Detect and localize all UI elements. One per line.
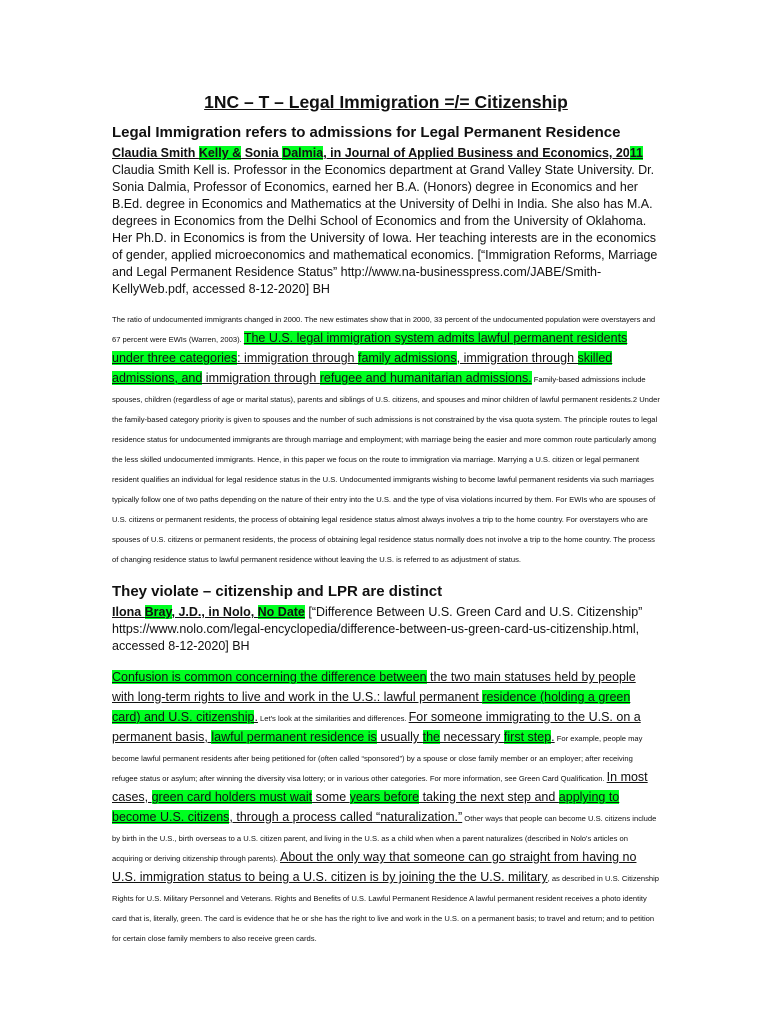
page-title: 1NC – T – Legal Immigration =/= Citizenship — [204, 92, 568, 112]
evidence-underline: . — [254, 710, 258, 724]
evidence-highlight: first step — [503, 730, 552, 744]
cite-1-highlight-year: 11 — [629, 146, 643, 160]
evidence-underline: necessary — [439, 730, 504, 744]
card-1-cite — [112, 145, 660, 162]
cite-1-text: Sonia — [241, 146, 283, 160]
card-1-evidence — [112, 308, 660, 568]
cite-1-source: , in Journal of Applied Business and Economics, 20 — [323, 146, 630, 160]
evidence-highlight: skilled admissions, and — [112, 351, 613, 385]
evidence-highlight: refugee and humanitarian admissions. — [319, 371, 532, 385]
evidence-small: Other ways that people can become U.S. citizens include by birth in the U.S., birth overseas to a U.S. citizen parent, and living in the U.S. as a child when when a parent naturalizes (described in Nolo's articles on acquiring or deriving citizenship through parents). — [112, 814, 657, 863]
evidence-highlight: lawful permanent residence is — [211, 730, 377, 744]
evidence-underline: About the only way that someone can go straight from having no U.S. immigration status to being a U.S. citizen is by joining the the U.S. military — [112, 850, 637, 884]
evidence-underline: some — [312, 790, 350, 804]
evidence-underline: immigration through — [202, 371, 320, 385]
card-2 — [112, 582, 660, 947]
evidence-underline: the two main statuses held by people with long-term rights to live and work in the U.S.: lawful permanent — [112, 670, 636, 704]
card-1-tag: Legal Immigration refers to admissions for Legal Permanent Residence — [112, 124, 621, 141]
evidence-underline: , immigration through — [456, 351, 578, 365]
cite-1-author: Claudia Smith — [112, 146, 199, 160]
card-1-qualifications: Claudia Smith Kell is. Professor in the Economics department at Grand Valley State University. Dr. Sonia Dalmia, Professor of Economics, earned her B.A. (Honors) degree in Economics and her B.Ed. degree in Economics and Mathematics at the University of Delhi in India. She also has M.A. degrees in Economics from the Delhi School of Economics and from the University of Oklahoma. Her Ph.D. in Economics is from the University of Iowa. Her teaching interests are in the economics of gender, applied microeconomics and mathematical economics. [“Immigration Reforms, Marriage and Legal Permanent Residence Status” http://www.na-businesspress.com/JABE/Smith-KellyWeb.pdf, accessed 8-12-2020] BH — [112, 163, 658, 296]
evidence-highlight: Confusion is common concerning the difference between — [112, 670, 427, 684]
evidence-highlight: green card holders must wait — [151, 790, 313, 804]
evidence-underline: , through a process called “naturalization.” — [229, 810, 463, 824]
card-1 — [112, 123, 660, 568]
evidence-underline: usually — [376, 730, 423, 744]
evidence-small: For example, people may become lawful permanent residents after being petitioned for (often called “sponsored”) by a spouse or close family member or an employer; after receiving refugee status or asylum; after winning the diversity visa lottery; or in various other categories. For more information, see Green Card Qualification. — [112, 734, 643, 783]
cite-2-qualifications: [“Difference Between U.S. Green Card and U.S. Citizenship” https://www.nolo.com/legal-encyclopedia/difference-between-us-green-card-us-citizenship.html, accessed 8-12-2020] BH — [112, 605, 643, 653]
cite-1-highlight-dalmia: Dalmia — [282, 146, 324, 160]
card-2-cite — [112, 604, 660, 655]
evidence-underline: For someone immigrating to the U.S. on a permanent basis, — [112, 710, 641, 744]
evidence-small: Let's look at the similarities and differences. — [257, 714, 409, 723]
evidence-highlight: residence (holding a green card) and U.S. citizenship — [112, 690, 631, 724]
document-page — [112, 92, 660, 947]
evidence-highlight: The U.S. legal immigration system admits lawful permanent residents under three categories — [112, 331, 628, 365]
evidence-underline: In most cases, — [112, 770, 648, 804]
cite-2-highlight-nodate: No Date — [257, 605, 305, 619]
evidence-highlight: years before — [349, 790, 420, 804]
evidence-underline: . — [551, 730, 555, 744]
cite-2-highlight-bray: Bray — [144, 605, 172, 619]
evidence-underline: taking the next step and — [419, 790, 559, 804]
cite-1-highlight-kelly: Kelly & — [198, 146, 242, 160]
evidence-highlight: applying to become U.S. citizens — [112, 790, 620, 824]
evidence-small: , as described in U.S. Citizenship Rights for U.S. Military Personnel and Veterans. Rights and Benefits of U.S. Lawful Permanent Residence A lawful permanent resident receives a photo identity card that is, literally, green. The card is evidence that he or she has the right to live and work in the U.S. on a permanent basis; to travel and return; and to petition for certain close family members to also receive green cards. — [112, 874, 660, 943]
card-2-evidence — [112, 667, 660, 947]
cite-2-author: Ilona — [112, 605, 145, 619]
card-2-tag: They violate – citizenship and LPR are distinct — [112, 583, 443, 600]
evidence-small: The ratio of undocumented immigrants changed in 2000. The new estimates show that in 2000, 33 percent of the undocumented population were overstayers and 67 percent were EWIs (Warren, 2003). — [112, 315, 656, 344]
evidence-small: Family-based admissions include spouses, children (regardless of age or marital status), parents and siblings of U.S. citizens, and spouses and minor children of lawful permanent residents.2 Under the family-based category priority is given to spouses and the number of such admissions is not constrained by the visa quota system. The principle routes to legal residence status for undocumented immigrants are through marriage and employment; with marriage being the easier and more common route particularly among the less skilled undocumented immigrants. Hence, in this paper we focus on the route to immigration via marriage. Marrying a U.S. citizen or legal permanent resident qualifies an individual for legal residence status in the U.S. Undocumented immigrants wishing to become lawful permanent residents via such marriages typically follow one of two paths depending on the nature of their entry into the U.S. and the type of visa violations incurred by them. For EWIs who are spouses of U.S. citizens or permanent residents, the process of obtaining legal residence status almost always involves a trip to the home country. For overstayers who are spouses of U.S. citizens or permanent residents, the process of obtaining legal residence status normally does not involve a trip to the home country. The process of changing residence status to lawful permanent residence without leaving the U.S. is referred to as adjustment of status. — [112, 375, 660, 564]
cite-2-source: , J.D., in Nolo, — [171, 605, 258, 619]
evidence-highlight: family admissions — [357, 351, 457, 365]
evidence-underline: : immigration through — [237, 351, 358, 365]
evidence-highlight: the — [422, 730, 440, 744]
